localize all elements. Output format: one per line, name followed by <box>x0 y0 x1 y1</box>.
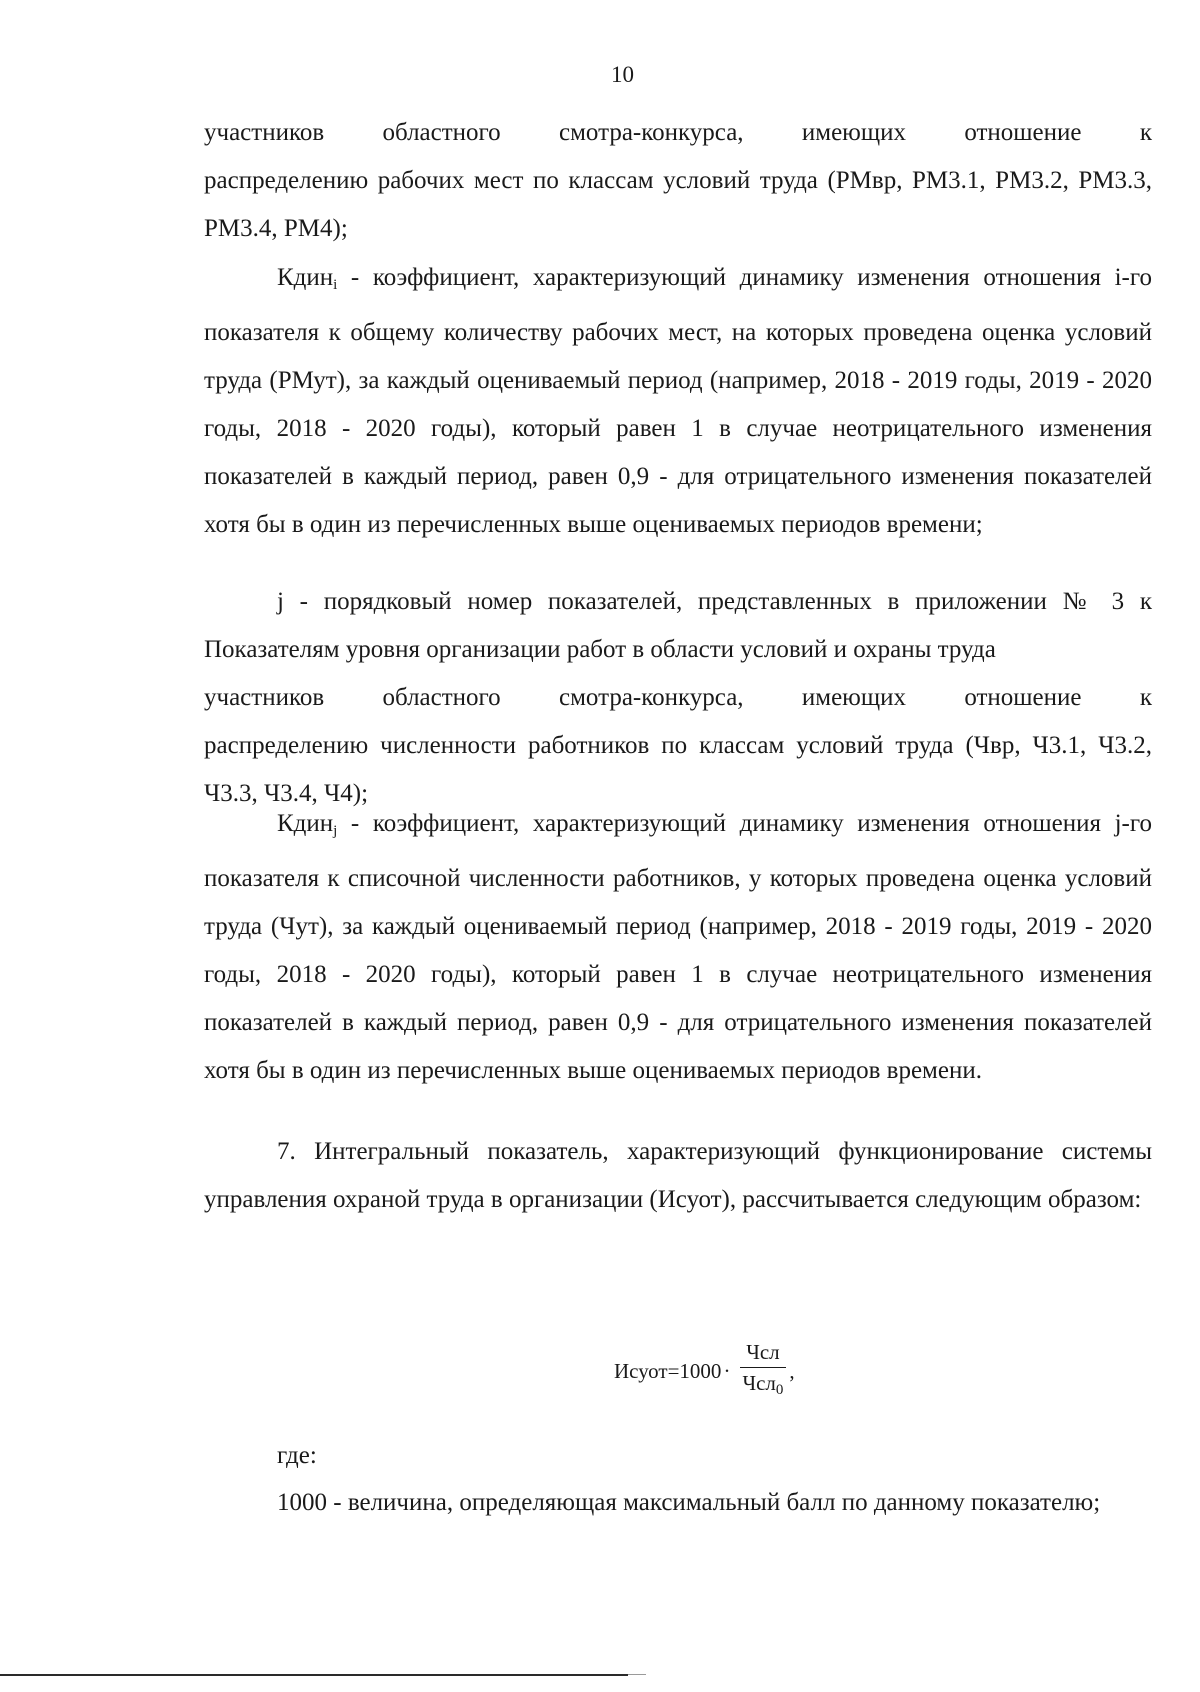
paragraph-kdin-j <box>204 800 1152 1095</box>
justified-line: участников областного смотра-конкурса, имеющих отношение к <box>204 119 1152 146</box>
paragraph-text: - коэффициент, характеризующий динамику изменения отношения i-го показателя к общему количеству рабочих мест, на которых проведена оценка условий труда (РМут), за каждый оцениваемый период (например, 2018 - 2019 годы, 2019 - 2020 годы, 2018 - 2020 годы), который равен 1 в случае неотрицательного изменения показателей в каждый период, равен 0,9 - для отрицательного изменения показателей хотя бы в один из перечисленных выше оцениваемых периодов времени; <box>204 264 1152 538</box>
where-label: где: <box>277 1442 317 1469</box>
formula-denominator <box>736 1368 789 1402</box>
paragraph-text: распределению численности работников по классам условий труда (Чвр, Ч3.1, Ч3.2, Ч3.3, Ч3.4, Ч4); <box>204 732 1152 807</box>
formula-lhs: Исуот=1000 <box>614 1358 722 1383</box>
page-number: 10 <box>611 62 634 87</box>
multiplication-dot: · <box>723 1358 731 1383</box>
paragraph-text: распределению рабочих мест по классам условий труда (РМвр, РМ3.1, РМ3.2, РМ3.3, РМ3.4, РМ4); <box>204 167 1152 242</box>
paragraph-integral-indicator: 7. Интегральный показатель, характеризующий функционирование системы управления охраной труда в организации (Исуот), рассчитывается следующим образом: <box>204 1138 1152 1213</box>
denominator-subscript: 0 <box>775 1382 784 1398</box>
kdin-label: Кдин <box>277 810 334 837</box>
paragraph-max-score: 1000 - величина, определяющая максимальный балл по данному показателю; <box>277 1489 1101 1516</box>
paragraph-index-j <box>204 578 1152 818</box>
footer-rule <box>0 1674 628 1676</box>
formula-numerator: Чсл <box>740 1340 785 1368</box>
kdin-subscript: j <box>333 823 338 839</box>
paragraph-kdin-i <box>204 254 1152 549</box>
denominator-base: Чсл <box>742 1371 776 1395</box>
paragraph-text: j - порядковый номер показателей, представленных в приложении № 3 к Показателям уровня организации работ в области условий и охраны труда <box>204 588 1152 663</box>
kdin-subscript: i <box>333 277 338 293</box>
footer-rule-tail <box>628 1674 646 1675</box>
formula-comma: , <box>789 1358 795 1383</box>
justified-line: участников областного смотра-конкурса, имеющих отношение к <box>204 684 1152 711</box>
formula-isuot <box>614 1340 795 1402</box>
paragraph-continuation <box>204 109 1152 253</box>
paragraph-text: - коэффициент, характеризующий динамику изменения отношения j-го показателя к списочной численности работников, у которых проведена оценка условий труда (Чут), за каждый оцениваемый период (например, 2018 - 2019 годы, 2019 - 2020 годы, 2018 - 2020 годы), который равен 1 в случае неотрицательного изменения показателей в каждый период, равен 0,9 - для отрицательного изменения показателей хотя бы в один из перечисленных выше оцениваемых периодов времени. <box>204 810 1152 1084</box>
kdin-label: Кдин <box>277 264 334 291</box>
formula-fraction <box>736 1340 789 1402</box>
